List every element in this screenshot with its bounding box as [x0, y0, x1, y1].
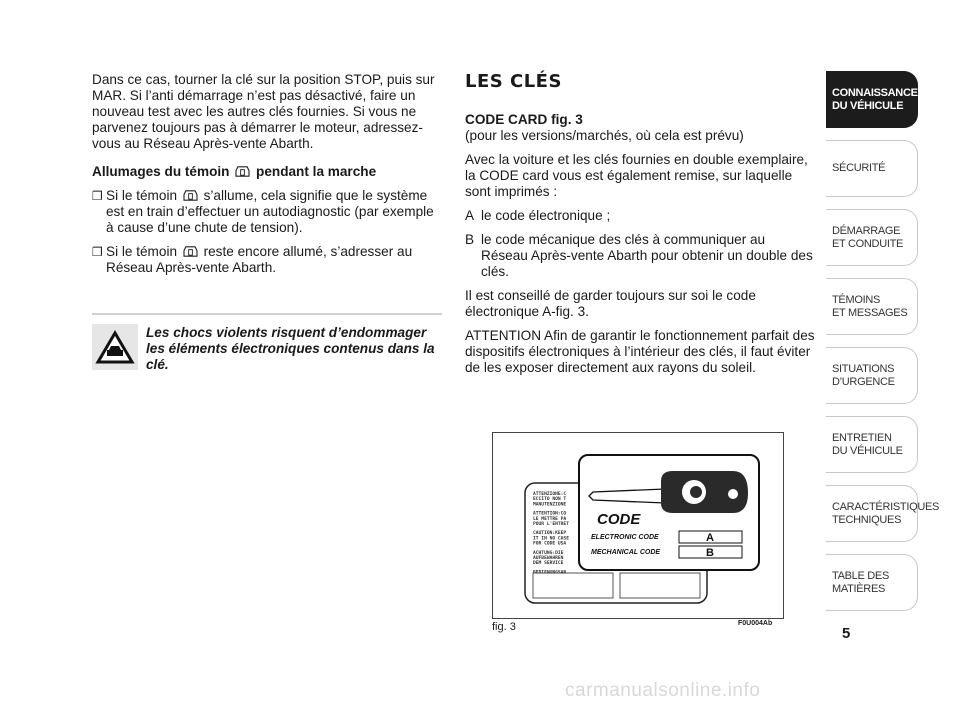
paragraph-1: Avec la voiture et les clés fournies en double exemplaire, la CODE card vous est également remise, sur laquelle sont imprimés :	[465, 152, 808, 199]
bullet-item	[92, 188, 442, 236]
page-title: LES CLÉS	[465, 71, 562, 92]
sidebar-tab-label: ENTRETIEN DU VÉHICULE	[832, 432, 903, 457]
sidebar-tab[interactable]	[826, 347, 918, 404]
subsection-heading: CODE CARD fig. 3	[465, 112, 583, 127]
bullet-text-b: reste encore allumé, s’adresser au Réseau Après-vente Abarth.	[106, 244, 413, 275]
back-card-line: LE METTRE PA	[533, 516, 567, 522]
code-card-figure	[492, 432, 784, 619]
back-card-line: DEM SERVICE	[533, 561, 564, 567]
electronic-code-value: A	[706, 532, 714, 544]
back-card-line: AUFBEWAHREN	[533, 556, 564, 561]
warning-box	[92, 313, 442, 372]
sidebar-tab[interactable]	[826, 485, 940, 542]
figure-code: F0U004Ab	[738, 620, 773, 627]
intro-paragraph: Dans ce cas, tourner la clé sur la position STOP, puis sur MAR. Si l’anti démarrage n’est pas désactivé, faire un nouveau test avec les autres clés fournies. Si vous ne parvenez toujours pas à démarrer le moteur, adressez-vous au Réseau Après-vente Abarth.	[92, 72, 435, 151]
immobilizer-warning-icon	[183, 189, 198, 202]
checkbox-bullet-icon: ❒	[92, 189, 103, 203]
bullet-text-a: Si le témoin	[106, 244, 178, 259]
immobilizer-warning-icon	[235, 165, 250, 178]
code-card-illustration	[493, 433, 783, 618]
figure-caption: fig. 3	[492, 621, 516, 633]
sidebar-tab-label: CARACTÉRISTIQUES TECHNIQUES	[832, 501, 940, 526]
back-card-line: FOR CODE USA	[533, 541, 567, 547]
bullet-text-a: Si le témoin	[106, 188, 178, 203]
section-heading-part-b: pendant la marche	[256, 164, 377, 179]
back-card-line: ECCITO NON T	[533, 497, 567, 503]
sidebar-tab[interactable]	[826, 140, 918, 197]
back-card-line: IT IN NO CASE	[533, 536, 569, 542]
sidebar-tab-label: TABLE DES MATIÈRES	[832, 570, 890, 595]
back-card-line: CAUTION:KEEP	[533, 531, 567, 537]
page-number: 5	[842, 625, 851, 642]
chapter-sidebar	[826, 71, 940, 623]
immobilizer-warning-icon	[183, 245, 198, 258]
list-letter: A	[465, 208, 475, 223]
sidebar-tab-label: CONNAISSANCE DU VÉHICULE	[832, 87, 918, 112]
sidebar-tab-label: DÉMARRAGE ET CONDUITE	[832, 225, 904, 250]
middle-column	[465, 72, 815, 384]
checkbox-bullet-icon: ❒	[92, 245, 103, 259]
sidebar-tab-label: TÉMOINS ET MESSAGES	[832, 294, 908, 319]
back-card-line: POUR L'ENTRET	[533, 522, 569, 527]
card-title: CODE	[597, 511, 641, 528]
warning-text: Les chocs violents risquent d’endommager les éléments électroniques contenus dans la clé.	[146, 325, 435, 372]
list-text: le code électronique ;	[481, 208, 611, 223]
mechanical-code-value: B	[706, 547, 714, 559]
sidebar-tab-label: SITUATIONS D’URGENCE	[832, 363, 895, 388]
back-card-line: ATTENZIONE:C	[533, 492, 567, 497]
footer-watermark: carmanualsonline.info	[565, 680, 761, 701]
back-card-line: MANUTENZIONE	[533, 502, 567, 508]
paragraph-3: ATTENTION Afin de garantir le fonctionnement parfait des dispositifs électroniques à l’intérieur des clés, il faut éviter de les exposer directement aux rayons du soleil.	[465, 328, 815, 375]
sidebar-tab-label: SÉCURITÉ	[832, 162, 886, 175]
list-letter: B	[465, 232, 475, 247]
list-item-b	[465, 232, 815, 280]
warning-triangle-icon	[92, 324, 138, 370]
sidebar-tab[interactable]	[826, 71, 918, 128]
left-column	[92, 72, 442, 284]
sidebar-tab[interactable]	[826, 209, 918, 266]
paragraph-2: Il est conseillé de garder toujours sur soi le code électronique A-fig. 3.	[465, 288, 756, 319]
sidebar-tab[interactable]	[826, 554, 918, 611]
sidebar-tab[interactable]	[826, 278, 918, 335]
subsection-note: (pour les versions/marchés, où cela est prévu)	[465, 128, 744, 143]
list-text: le code mécanique des clés à communiquer au Réseau Après-vente Abarth pour obtenir un double des clés.	[481, 232, 813, 279]
back-card-line: ACHTUNG:DIE	[533, 550, 564, 556]
sidebar-tab[interactable]	[826, 416, 918, 473]
back-card-line: BEDIENUNGSAN	[533, 570, 567, 576]
bullet-item	[92, 244, 442, 276]
electronic-code-label: ELECTRONIC CODE	[591, 534, 659, 541]
mechanical-code-label: MECHANICAL CODE	[591, 549, 661, 556]
list-item-a	[465, 208, 815, 224]
section-heading	[92, 164, 442, 180]
bullet-text-b: s’allume, cela signifie que le système est en train d’effectuer un autodiagnostic (par exemple à cause d’une chute de tension).	[106, 188, 434, 235]
section-heading-part-a: Allumages du témoin	[92, 164, 230, 179]
back-card-line: ATTENTION:CO	[533, 511, 567, 517]
